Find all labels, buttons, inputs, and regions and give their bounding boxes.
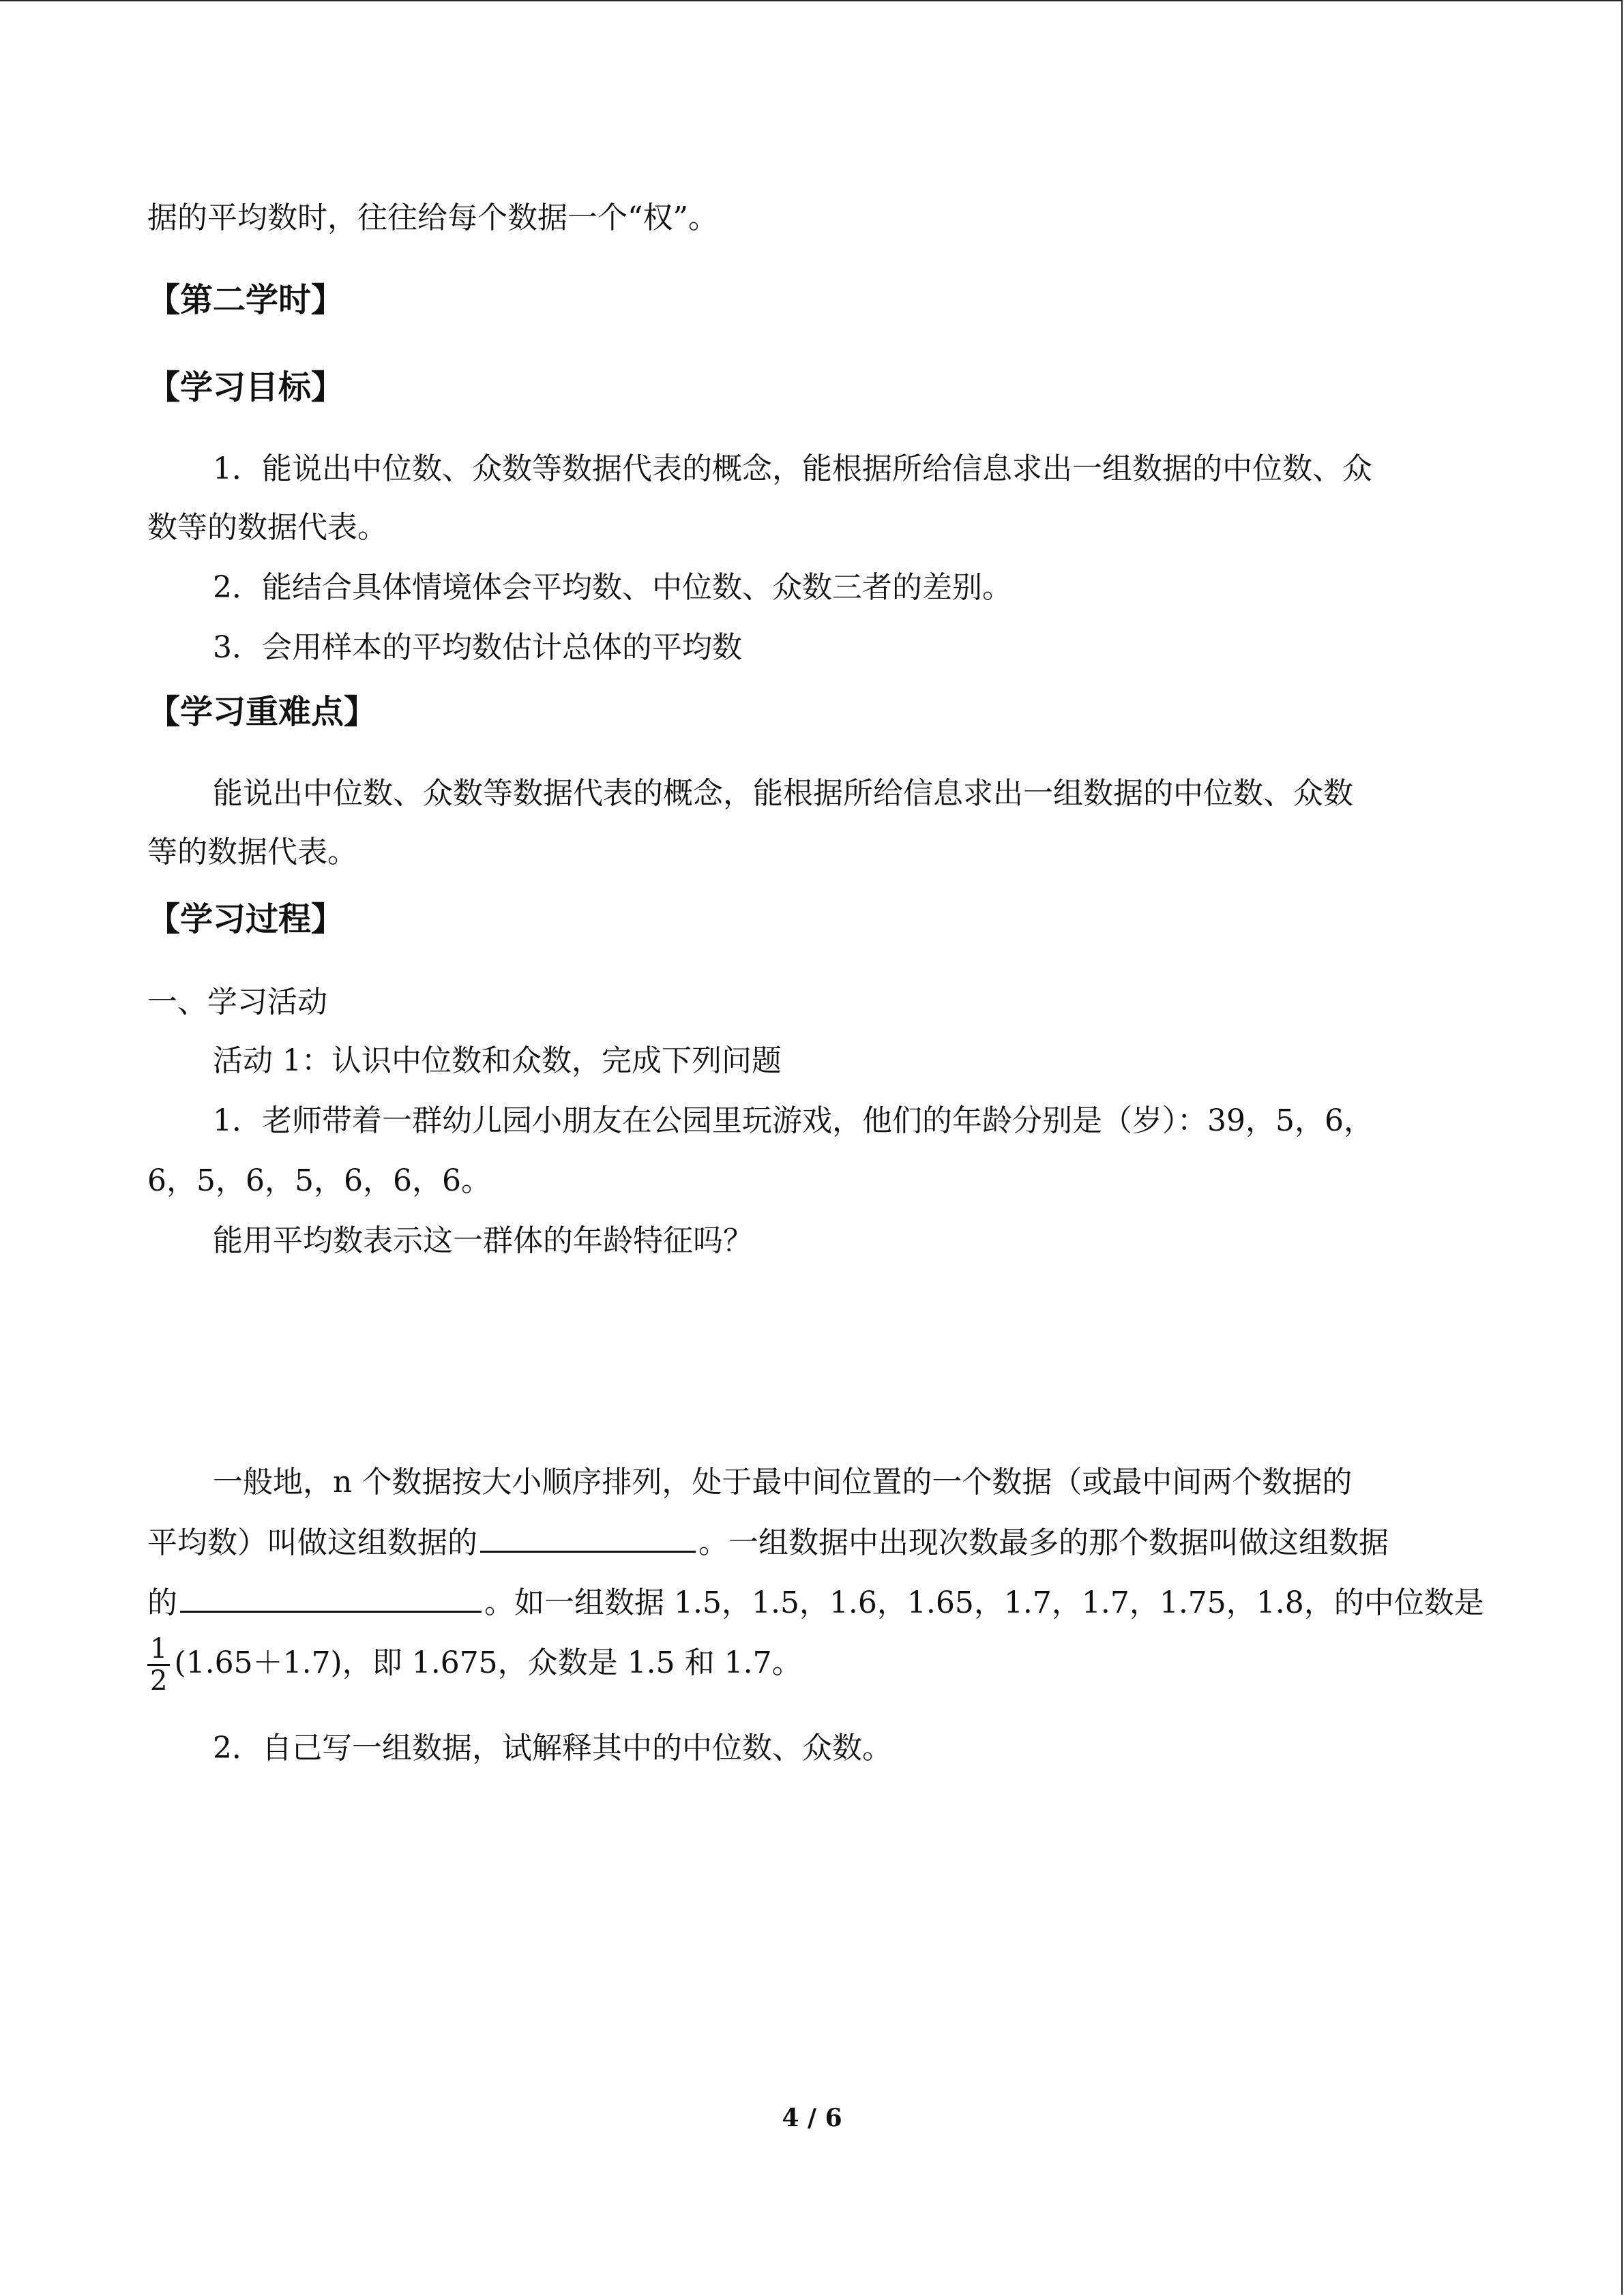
process-heading: 【学习过程】	[147, 900, 344, 938]
objective-3: 3．会用样本的平均数估计总体的平均数	[213, 630, 742, 665]
activity-1-title: 活动 1：认识中位数和众数，完成下列问题	[213, 1043, 782, 1078]
key-points-heading: 【学习重难点】	[147, 693, 377, 731]
definition-line-1: 一般地，n 个数据按大小顺序排列，处于最中间位置的一个数据（或最中间两个数据的	[213, 1465, 1353, 1500]
section-title: 【第二学时】	[147, 281, 344, 319]
definition-line-2	[147, 1522, 1389, 1564]
question-2: 2．自己写一组数据，试解释其中的中位数、众数。	[213, 1731, 892, 1765]
objective-2: 2．能结合具体情境体会平均数、中位数、众数三者的差别。	[213, 570, 1012, 605]
definition-line-3	[147, 1582, 1484, 1624]
page-number: 4 / 6	[782, 2104, 842, 2132]
definition-line-2-start: 平均数）叫做这组数据的	[147, 1525, 477, 1560]
definition-line-4	[147, 1634, 802, 1696]
objectives-heading: 【学习目标】	[147, 368, 344, 406]
objective-1-line-1: 1．能说出中位数、众数等数据代表的概念，能根据所给信息求出一组数据的中位数、众	[213, 451, 1372, 486]
definition-line-3-end: 。如一组数据 1.5，1.5，1.6，1.65，1.7，1.7，1.75，1.8，的中位数是	[484, 1585, 1484, 1620]
part-1-heading: 一、学习活动	[147, 985, 327, 1019]
question-1-line-2: 6，5，6，5，6，6，6。	[147, 1163, 491, 1198]
definition-line-4-text: (1.65＋1.7)，即 1.675，众数是 1.5 和 1.7。	[174, 1645, 802, 1680]
question-1-prompt: 能用平均数表示这一群体的年龄特征吗？	[213, 1223, 753, 1258]
key-points-line-1: 能说出中位数、众数等数据代表的概念，能根据所给信息求出一组数据的中位数、众数	[213, 776, 1353, 811]
fraction-denominator: 2	[150, 1665, 168, 1697]
continuation-text: 据的平均数时，往往给每个数据一个“权”。	[147, 200, 718, 235]
objective-1-line-2: 数等的数据代表。	[147, 510, 387, 545]
mode-answer-blank[interactable]	[180, 1582, 482, 1613]
one-half-fraction	[147, 1634, 170, 1696]
definition-line-2-end: 。一组数据中出现次数最多的那个数据叫做这组数据	[698, 1525, 1389, 1560]
key-points-line-2: 等的数据代表。	[147, 835, 357, 869]
median-answer-blank[interactable]	[480, 1522, 696, 1553]
question-1-line-1: 1．老师带着一群幼儿园小朋友在公园里玩游戏，他们的年龄分别是（岁）：39，5，6，	[213, 1103, 1374, 1138]
fraction-numerator: 1	[147, 1634, 170, 1666]
definition-line-3-start: 的	[147, 1585, 177, 1620]
